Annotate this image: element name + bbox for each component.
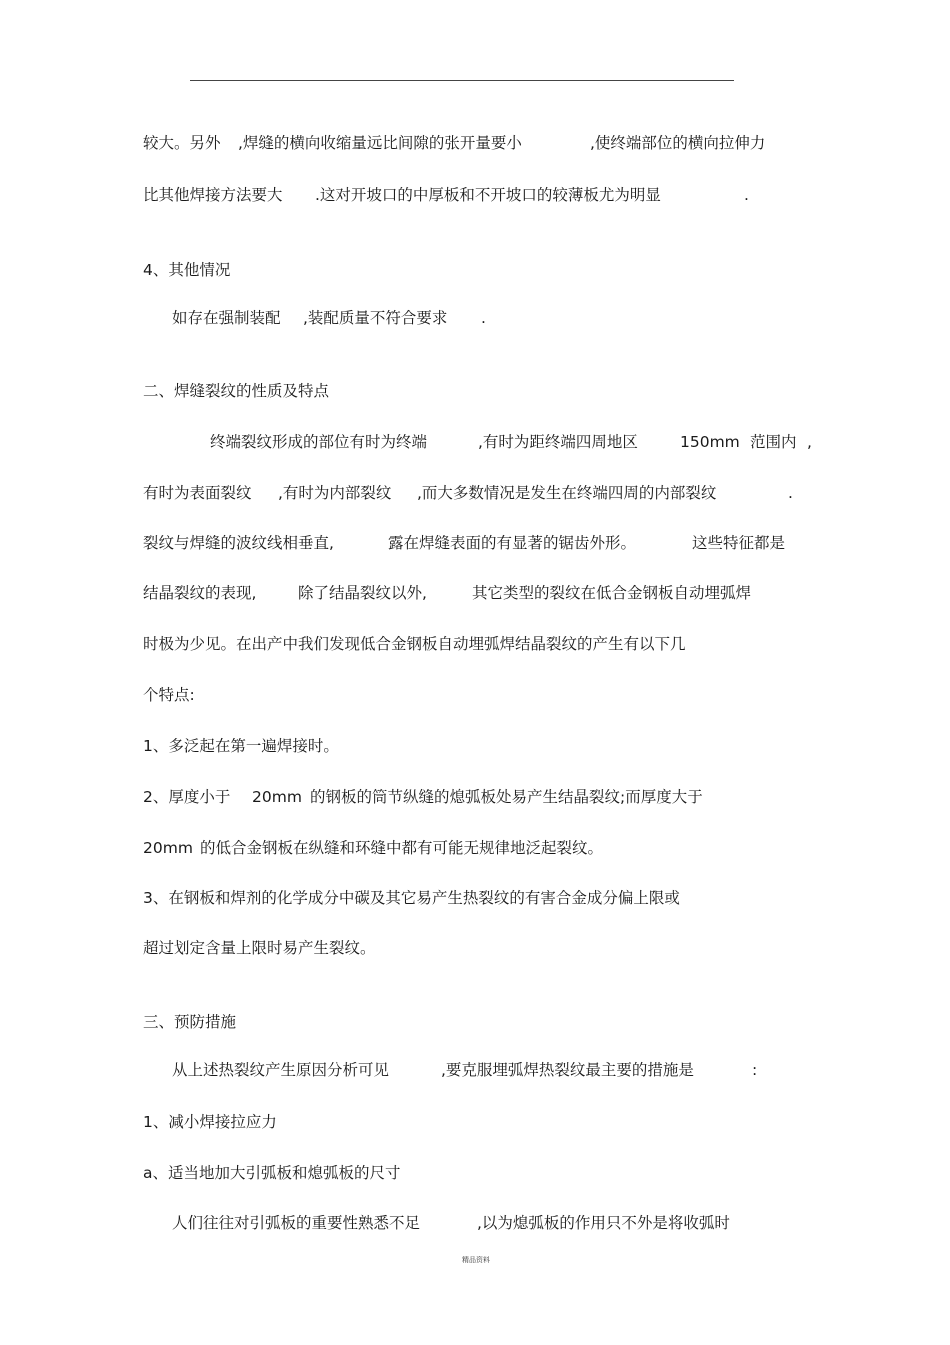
header-rule — [190, 80, 734, 81]
text-line: 人们往往对引弧板的重要性熟悉不足 — [172, 1214, 421, 1232]
text-line: ,装配质量不符合要求 — [303, 309, 448, 327]
text-line: 从上述热裂纹产生原因分析可见 — [172, 1061, 390, 1079]
text-line: 除了结晶裂纹以外, — [298, 584, 427, 602]
section-heading: 三、预防措施 — [143, 1013, 237, 1031]
text-line: : — [752, 1061, 758, 1079]
text-line: ,有时为内部裂纹 — [278, 484, 392, 502]
text-line: 个特点: — [143, 686, 195, 704]
list-item: 1、多泛起在第一遍焊接时。 — [143, 737, 339, 755]
text-line: ,焊缝的横向收缩量远比间隙的张开量要小 — [238, 134, 522, 152]
text-line: 裂纹与焊缝的波纹线相垂直, — [143, 534, 334, 552]
list-item: 3、在钢板和焊剂的化学成分中碳及其它易产生热裂纹的有害合金成分偏上限或 — [143, 889, 680, 907]
text-line: 结晶裂纹的表现, — [143, 584, 257, 602]
text-line: ,有时为距终端四周地区 — [478, 433, 638, 451]
text-line: ,使终端部位的横向拉伸力 — [590, 134, 766, 152]
text-line: 其它类型的裂纹在低合金钢板自动埋弧焊 — [472, 584, 752, 602]
text-line: .这对开坡口的中厚板和不开坡口的较薄板尤为明显 — [315, 186, 661, 204]
text-line: . — [481, 309, 486, 327]
text-line: 时极为少见。在出产中我们发现低合金钢板自动埋弧焊结晶裂纹的产生有以下几 — [143, 635, 686, 653]
text-line: 20mm — [252, 788, 302, 806]
text-line: 的钢板的筒节纵缝的熄弧板处易产生结晶裂纹;而厚度大于 — [310, 788, 703, 806]
text-line: ,要克服埋弧焊热裂纹最主要的措施是 — [441, 1061, 694, 1079]
text-line: 露在焊缝表面的有显著的锯齿外形。 — [388, 534, 637, 552]
text-line: 20mm — [143, 839, 193, 857]
text-line: ,而大多数情况是发生在终端四周的内部裂纹 — [417, 484, 717, 502]
text-line: 终端裂纹形成的部位有时为终端 — [210, 433, 428, 451]
text-line: ,以为熄弧板的作用只不外是将收弧时 — [477, 1214, 730, 1232]
text-line: 150mm — [680, 433, 740, 451]
page-footer: 精品资料 — [462, 1256, 490, 1264]
text-line: 这些特征都是 — [692, 534, 786, 552]
list-item: 2、厚度小于 — [143, 788, 231, 806]
text-line: 超过划定含量上限时易产生裂纹。 — [143, 939, 376, 957]
list-item: 1、减小焊接拉应力 — [143, 1113, 277, 1131]
text-line: . — [788, 484, 793, 502]
text-line: 较大。另外 — [143, 134, 221, 152]
text-line: . — [744, 186, 749, 204]
list-item: a、适当地加大引弧板和熄弧板的尺寸 — [143, 1164, 401, 1182]
text-line: 有时为表面裂纹 — [143, 484, 252, 502]
text-line: 范围内 — [750, 433, 797, 451]
section-heading: 4、其他情况 — [143, 261, 231, 279]
section-heading: 二、焊缝裂纹的性质及特点 — [143, 382, 330, 400]
text-line: 的低合金钢板在纵缝和环缝中都有可能无规律地泛起裂纹。 — [200, 839, 604, 857]
text-line: 如存在强制装配 — [172, 309, 281, 327]
text-line: , — [807, 433, 812, 451]
text-line: 比其他焊接方法要大 — [143, 186, 283, 204]
